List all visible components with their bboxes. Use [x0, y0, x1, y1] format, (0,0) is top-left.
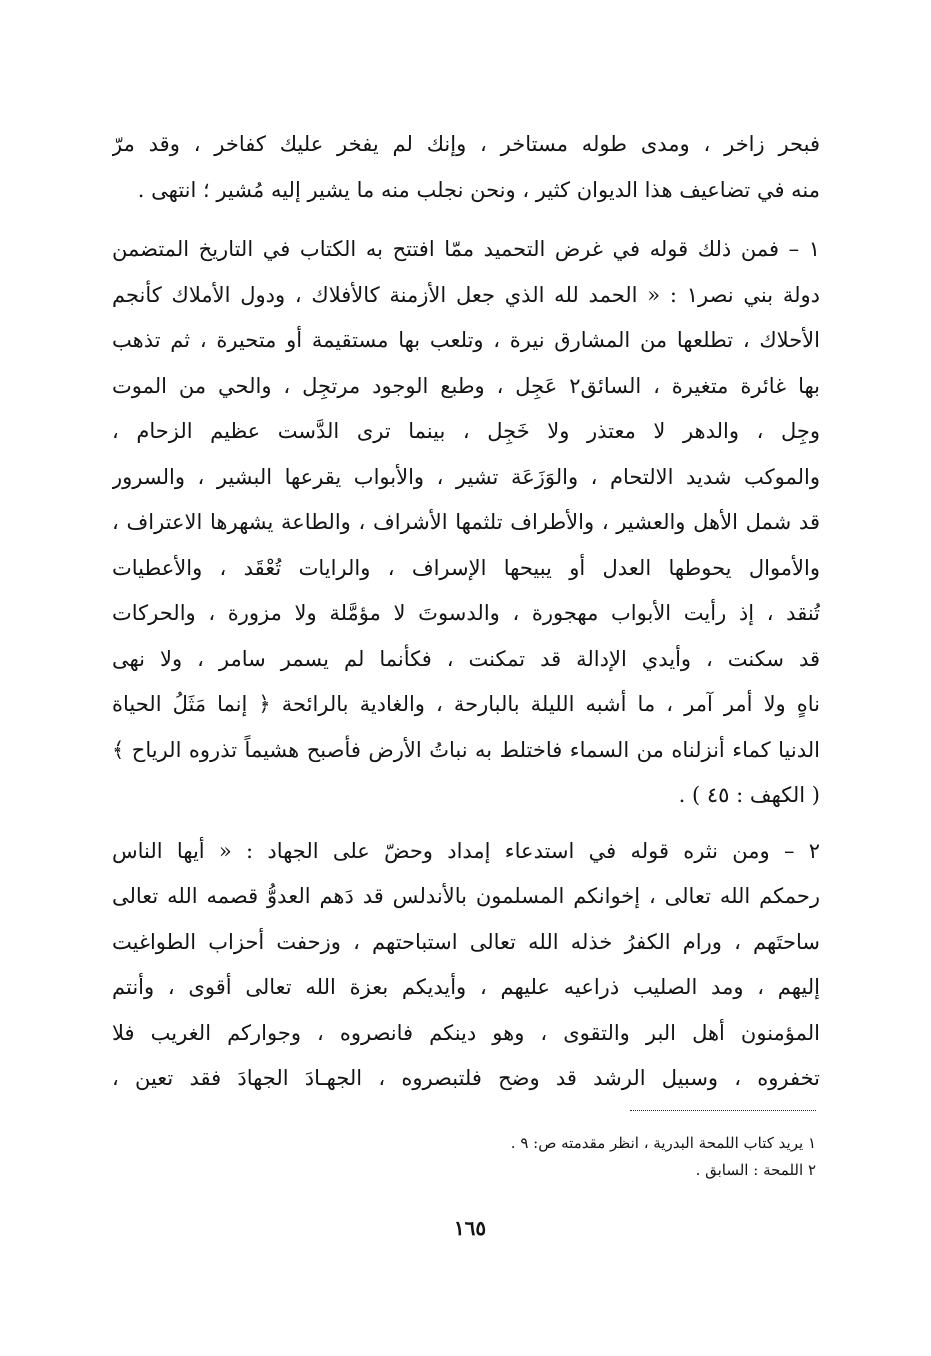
text-line: ( الكهف : ٤٥ ) . — [678, 783, 820, 807]
text-line: ساحتَهم ، ورام الكفرُ خذله الله تعالى استباحتهم ، وزحفت أحزاب الطواغيت — [112, 929, 820, 954]
footnote-2: ٢ اللمحة : السابق . — [695, 1161, 816, 1179]
text-line: رحمكم الله تعالى ، إخوانكم المسلمون بالأندلس قد دَهم العدوُّ قصمه الله تعالى — [112, 884, 820, 908]
book-page-text — [112, 122, 820, 1102]
paragraph-spacer — [112, 819, 820, 829]
footnote-divider — [630, 1110, 816, 1111]
text-line: إليهم ، ومد الصليب ذراعيه عليهم ، وأيديكم بعزة الله تعالى أقوى ، وأنتم — [112, 975, 820, 999]
text-line: فبحر زاخر ، ومدى طوله مستاخر ، وإنك لم يفخر عليك كفاخر ، وقد مرّ — [112, 132, 820, 156]
text-line: بها غائرة متغيرة ، السائق٢ عَجِل ، وطبع الوجود مرتجِل ، والحي من الموت — [112, 373, 820, 398]
footnote-1: ١ يريد كتاب اللمحة البدرية ، انظر مقدمته ص: ٩ . — [510, 1134, 816, 1152]
text-line: دولة بني نصر١ : « الحمد لله الذي جعل الأزمنة كالأفلاك ، ودول الأملاك كأنجم — [112, 282, 820, 307]
text-line: تخفروه ، وسبيل الرشد قد وضح فلتبصروه ، الجهـادَ الجهادَ فقد تعين ، — [112, 1066, 820, 1090]
text-line: قد سكنت ، وأيدي الإدالة قد تمكنت ، فكأنما لم يسمر سامر ، ولا نهى — [112, 646, 820, 671]
text-line: قد شمل الأهل والعشير ، والأطراف تلثمها الأشراف ، والطاعة يشهرها الاعتراف ، — [112, 510, 820, 534]
paragraph-spacer — [112, 213, 820, 227]
paragraph-1 — [112, 227, 820, 819]
page-number: ١٦٥ — [453, 1216, 487, 1240]
text-line: المؤمنون أهل البر والتقوى ، وهو دينكم فانصروه ، وجواركم الغريب فلا — [112, 1020, 820, 1045]
text-line: وجِل ، والدهر لا معتذر ولا خَجِل ، بينما ترى الدَّست عظيم الزحام ، — [112, 419, 820, 443]
paragraph-closing — [112, 122, 820, 213]
footnotes — [360, 1130, 816, 1184]
text-line: ٢ – ومن نثره قوله في استدعاء إمداد وحضّ على الجهاد : « أيها الناس — [112, 838, 820, 863]
text-line: تُنقد ، إذ رأيت الأبواب مهجورة ، والدسوتَ لا مؤمَّلة ولا مزورة ، والحركات — [112, 601, 820, 625]
text-line: الأحلاك ، تطلعها من المشارق نيرة ، وتلعب بها مستقيمة أو متحيرة ، ثم تذهب — [112, 328, 820, 352]
text-line: منه في تضاعيف هذا الديوان كثير ، ونحن نجلب منه ما يشير إليه مُشير ؛ انتهى . — [137, 177, 820, 202]
text-line: والموكب شديد الالتحام ، والوَزَعَة تشير ، والأبواب يقرعها البشير ، والسرور — [112, 464, 820, 489]
text-line: والأموال يحوطها العدل أو يبيحها الإسراف ، والرايات تُعْقَد ، والأعطيات — [112, 555, 820, 580]
text-line: ١ – فمن ذلك قوله في غرض التحميد ممّا افتتح به الكتاب في التاريخ المتضمن — [112, 237, 820, 261]
paragraph-2 — [112, 829, 820, 1102]
text-line: الدنيا كماء أنزلناه من السماء فاختلط به نباتُ الأرض فأصبح هشيماً تذروه الرياح ﴾ — [112, 737, 820, 762]
text-line: ناهٍ ولا أمر آمر ، ما أشبه الليلة بالبارحة ، والغادية بالرائحة ﴿ إنما مَثَلُ الحياة — [112, 692, 820, 716]
